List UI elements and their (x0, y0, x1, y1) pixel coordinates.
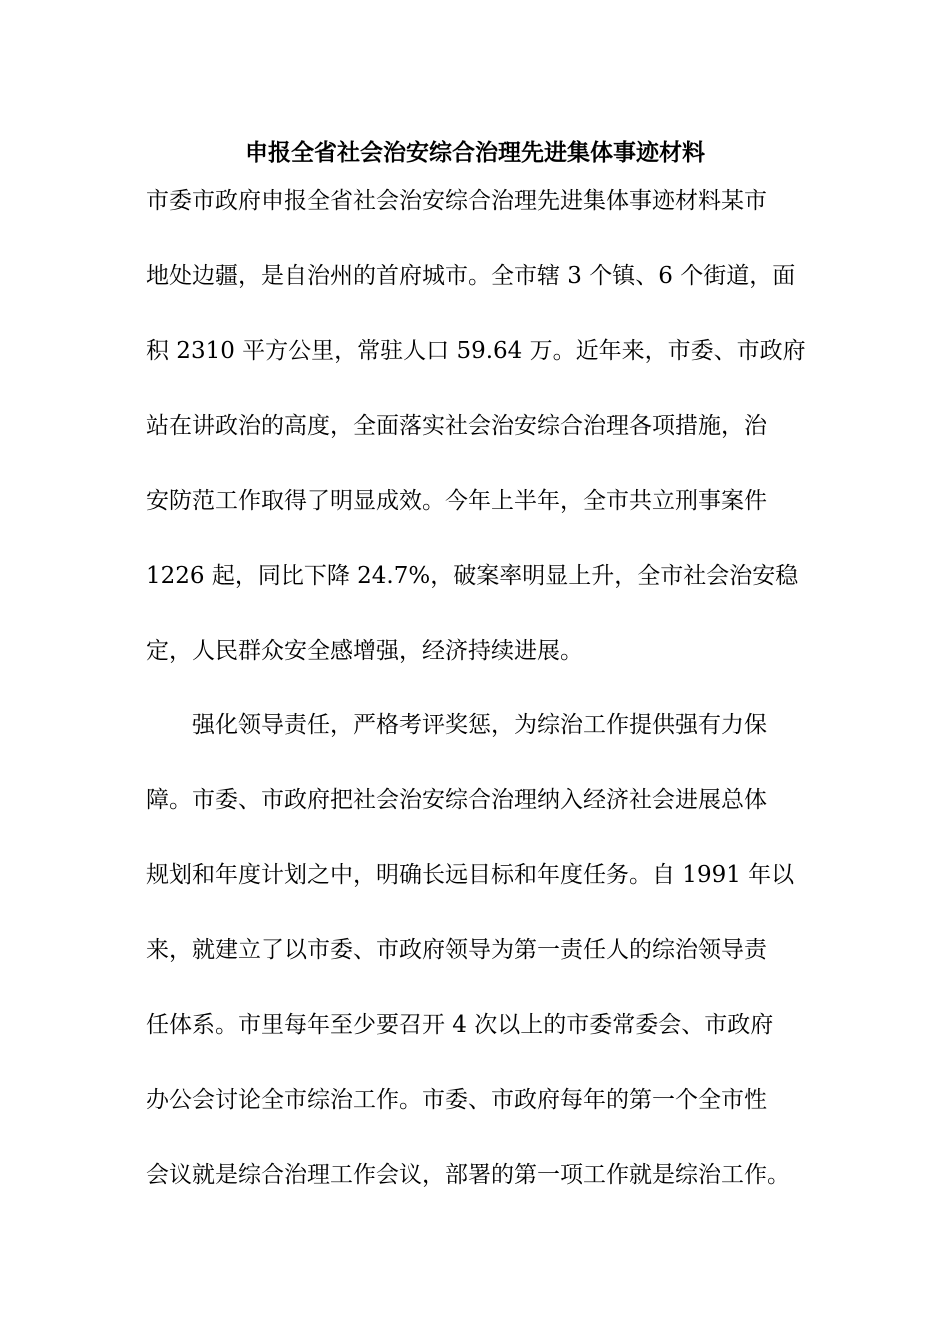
body-line-6: 1226 起，同比下降 24.7%，破案率明显上升，全市社会治安稳 (146, 563, 799, 589)
body-line-5: 安防范工作取得了明显成效。今年上半年，全市共立刑事案件 (146, 488, 767, 514)
body-line-11: 来，就建立了以市委、市政府领导为第一责任人的综治领导责 (146, 937, 767, 963)
document-title: 申报全省社会治安综合治理先进集体事迹材料 (245, 140, 705, 166)
body-line-13: 办公会讨论全市综治工作。市委、市政府每年的第一个全市性 (146, 1087, 767, 1113)
body-line-3: 积 2310 平方公里，常驻人口 59.64 万。近年来，市委、市政府 (146, 338, 806, 364)
body-line-12: 任体系。市里每年至少要召开 4 次以上的市委常委会、市政府 (146, 1012, 774, 1038)
body-line-1: 市委市政府申报全省社会治安综合治理先进集体事迹材料某市 (146, 188, 767, 214)
body-line-4: 站在讲政治的高度，全面落实社会治安综合治理各项措施，治 (146, 413, 767, 439)
body-line-7: 定，人民群众安全感增强，经济持续进展。 (146, 638, 583, 664)
body-line-9: 障。市委、市政府把社会治安综合治理纳入经济社会进展总体 (146, 787, 767, 813)
body-line-8: 强化领导责任，严格考评奖惩，为综治工作提供强有力保 (146, 712, 767, 738)
body-line-10: 规划和年度计划之中，明确长远目标和年度任务。自 1991 年以 (146, 862, 795, 888)
body-line-2: 地处边疆，是自治州的首府城市。全市辖 3 个镇、6 个街道，面 (146, 263, 796, 289)
body-line-14: 会议就是综合治理工作会议，部署的第一项工作就是综治工作。 (146, 1162, 790, 1188)
